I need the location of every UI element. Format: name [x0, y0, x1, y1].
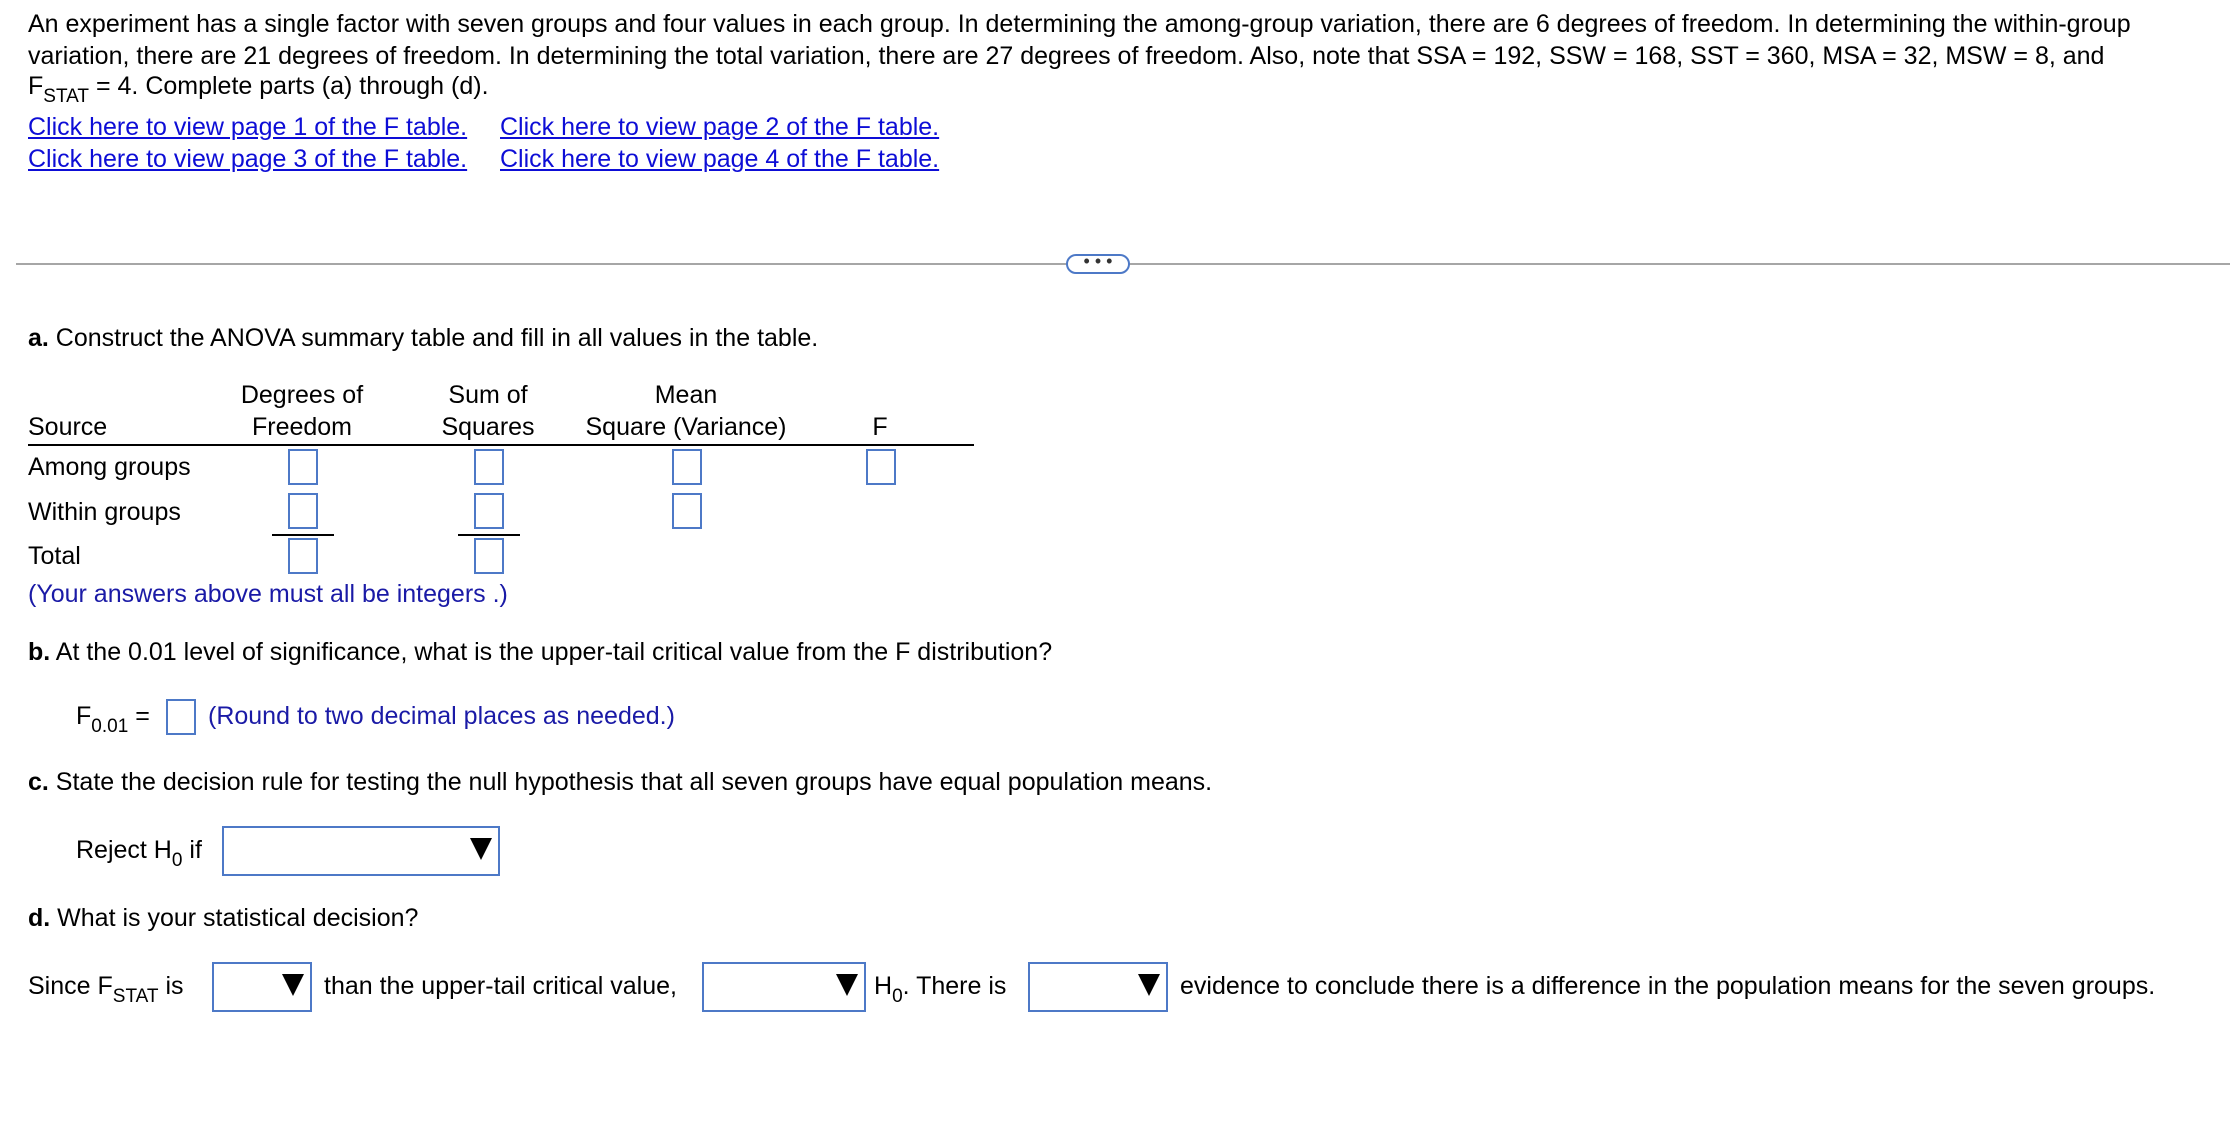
problem-line-3-rest: = 4. Complete parts (a) through (d). [89, 72, 489, 100]
part-d-prompt [28, 902, 418, 934]
among-f-input[interactable] [866, 449, 896, 485]
part-a-label: a. [28, 324, 49, 352]
df-sum-rule [272, 534, 334, 536]
problem-line-3 [28, 70, 489, 105]
header-ss-line2: Squares [441, 413, 535, 441]
part-a-text: Construct the ANOVA summary table and fill in all values in the table. [48, 324, 819, 352]
since-fstat-subscript: STAT [112, 986, 159, 1007]
part-c-label: c. [28, 768, 49, 796]
chevron-down-icon [470, 838, 492, 860]
chevron-down-icon [836, 974, 858, 996]
problem-line-1: An experiment has a single factor with seven groups and four values in each group. In determining the among-group variation, there are 6 degrees of freedom. In determining the within-group [28, 10, 2131, 38]
fstat-subscript: STAT [43, 86, 90, 107]
evidence-select[interactable] [1028, 962, 1168, 1012]
header-ms-line2: Square (Variance) [585, 413, 787, 441]
reject-h-subscript: 0 [171, 850, 183, 871]
f-critical-label [76, 700, 150, 735]
header-df-line1: Degrees of [240, 381, 364, 409]
integer-note: (Your answers above must all be integers .) [28, 580, 508, 608]
header-ms-line1: Mean [654, 381, 718, 409]
header-f: F [872, 413, 888, 441]
among-ss-input[interactable] [474, 449, 504, 485]
comparison-select[interactable] [212, 962, 312, 1012]
reject-rule-label [76, 834, 202, 869]
chevron-down-icon [282, 974, 304, 996]
chevron-down-icon [1138, 974, 1160, 996]
h0-there-is-text [874, 970, 1006, 1005]
table-header-rule [28, 444, 974, 446]
f-critical-equals: = [128, 702, 150, 730]
row-label-total: Total [28, 542, 81, 570]
header-df-line2: Freedom [251, 413, 353, 441]
rounding-hint: (Round to two decimal places as needed.) [208, 702, 675, 730]
row-label-within-groups: Within groups [28, 498, 181, 526]
since-fstat-label [28, 970, 184, 1005]
among-ms-input[interactable] [672, 449, 702, 485]
part-d-label: d. [28, 904, 51, 932]
conclusion-text: evidence to conclude there is a difference in the population means for the seven groups. [1180, 972, 2156, 1000]
fstat-symbol: F [28, 72, 44, 100]
total-ss-input[interactable] [474, 538, 504, 574]
ss-sum-rule [458, 534, 520, 536]
reject-h-text: Reject H [76, 836, 172, 864]
there-is-text: . There is [902, 972, 1007, 1000]
f-table-page-1-link[interactable]: Click here to view page 1 of the F table. [28, 113, 468, 141]
since-f-text: Since F [28, 972, 113, 1000]
among-df-input[interactable] [288, 449, 318, 485]
part-b-label: b. [28, 638, 51, 666]
total-df-input[interactable] [288, 538, 318, 574]
part-c-text: State the decision rule for testing the null hypothesis that all seven groups have equal population means. [48, 768, 1213, 796]
f-critical-input[interactable] [166, 699, 196, 735]
row-label-among-groups: Among groups [28, 453, 191, 481]
since-is-text: is [158, 972, 184, 1000]
critical-value-text: than the upper-tail critical value, [324, 972, 677, 1000]
part-b-prompt [28, 636, 1052, 668]
reject-decision-select[interactable] [702, 962, 866, 1012]
part-c-prompt [28, 766, 1212, 798]
part-b-text: At the 0.01 level of significance, what is the upper-tail critical value from the F distribution? [50, 638, 1053, 666]
problem-line-2: variation, there are 21 degrees of freedom. In determining the total variation, there are 27 degrees of freedom. Also, note that SSA = 192, SSW = 168, SST = 360, MSA = 32, MSW = 8, and [28, 42, 2105, 70]
f-critical-subscript: 0.01 [91, 716, 129, 737]
f-table-page-4-link[interactable]: Click here to view page 4 of the F table. [500, 145, 940, 173]
header-source: Source [28, 413, 108, 441]
within-ss-input[interactable] [474, 493, 504, 529]
expand-more-button[interactable]: • • • [1066, 254, 1130, 274]
within-df-input[interactable] [288, 493, 318, 529]
reject-if-text: if [182, 836, 202, 864]
f-table-page-2-link[interactable]: Click here to view page 2 of the F table. [500, 113, 940, 141]
part-d-text: What is your statistical decision? [50, 904, 419, 932]
header-ss-line1: Sum of [448, 381, 528, 409]
f-critical-symbol: F [76, 702, 92, 730]
h-subscript: 0 [892, 986, 903, 1007]
part-a-prompt [28, 322, 818, 354]
f-table-page-3-link[interactable]: Click here to view page 3 of the F table. [28, 145, 468, 173]
h-text: H [874, 972, 893, 1000]
within-ms-input[interactable] [672, 493, 702, 529]
decision-rule-select[interactable] [222, 826, 500, 876]
